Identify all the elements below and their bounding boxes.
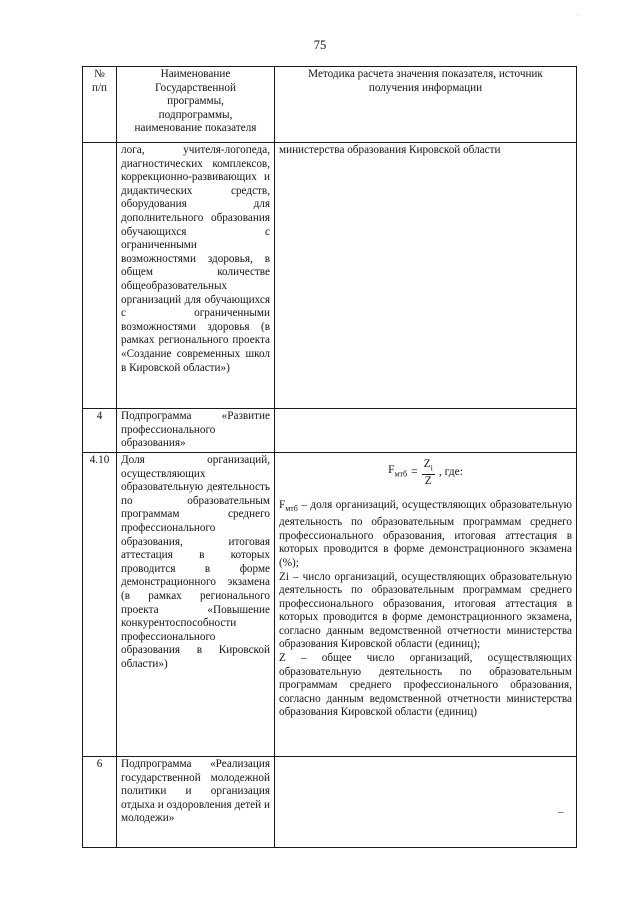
header-number: № п/п [83, 67, 117, 143]
header-name: Наименование Государственной программы, подпрограммы, наименование показателя [117, 67, 275, 143]
formula-denominator: Z [424, 475, 432, 488]
indicator-table [82, 66, 577, 848]
definition-z: Z – общее число организаций, осуществляющих образовательную деятельность по образовательным программам среднего профессионального образования, согласно данным ведомственной отчетности министерства образования Кировской области (единиц) [279, 652, 572, 719]
row-number [83, 143, 117, 409]
row-method: министерства образования Кировской области [275, 143, 577, 409]
formula-lhs: $F_{мтб}$ [388, 464, 408, 479]
row-method [275, 757, 577, 848]
row-name: Подпрограмма «Развитие профессионального образования» [117, 409, 275, 453]
row-number: 4.10 [83, 453, 117, 757]
table-row [83, 453, 577, 757]
formula-numerator: $Z_i$ [422, 458, 435, 475]
formula [279, 458, 572, 487]
row-method [275, 409, 577, 453]
row-number: 4 [83, 409, 117, 453]
page-number: 75 [313, 38, 327, 52]
definition-zi: Zi – число организаций, осуществляющих образовательную деятельность по образовательным программам среднего профессионального образования, итоговая аттестация в которых проводится в форме демонстрационного экзамена, согласно данным ведомственной отчетности министерства образования Кировской области (единиц); [279, 570, 572, 651]
row-name: Доля организаций, осуществляющих образовательную деятельность по образовательным программам среднего профессионального образования, итоговая аттестация в которых проводится в форме демонстрационного экзамена (в рамках регионального проекта «Повышение конкурентоспособности профессионального образования в Кировской области») [117, 453, 275, 757]
table-row [83, 757, 577, 848]
header-method: Методика расчета значения показателя, источник получения информации [275, 67, 577, 143]
scan-mark: . [577, 12, 579, 18]
row-method [275, 453, 577, 757]
table-row [83, 143, 577, 409]
formula-equals: = [411, 465, 418, 478]
formula-fraction [422, 458, 435, 487]
row-name: лога, учителя-логопеда, диагностических комплексов, коррекционно-развивающих и дидактических средств, оборудования для дополнительного образования обучающихся с ограниченными возможностями здоровья, в общем количестве общеобразовательных организаций для обучающихся с ограниченными возможностями здоровья (в рамках регионального проекта «Создание современных школ в Кировской области») [117, 143, 275, 409]
stray-dash: – [558, 806, 564, 818]
definition-fmtb: $F_{мтб}$ – доля организаций, осуществляющих образовательную деятельность по образовательным программам среднего профессионального образования, итоговая аттестация в которых проводится в форме демонстрационного экзамена (%); [279, 499, 572, 569]
table-row [83, 409, 577, 453]
table-header-row [83, 67, 577, 143]
row-name: Подпрограмма «Реализация государственной молодежной политики и организация отдыха и оздоровления детей и молодежи» [117, 757, 275, 848]
formula-tail: , где: [438, 465, 463, 478]
row-number: 6 [83, 757, 117, 848]
